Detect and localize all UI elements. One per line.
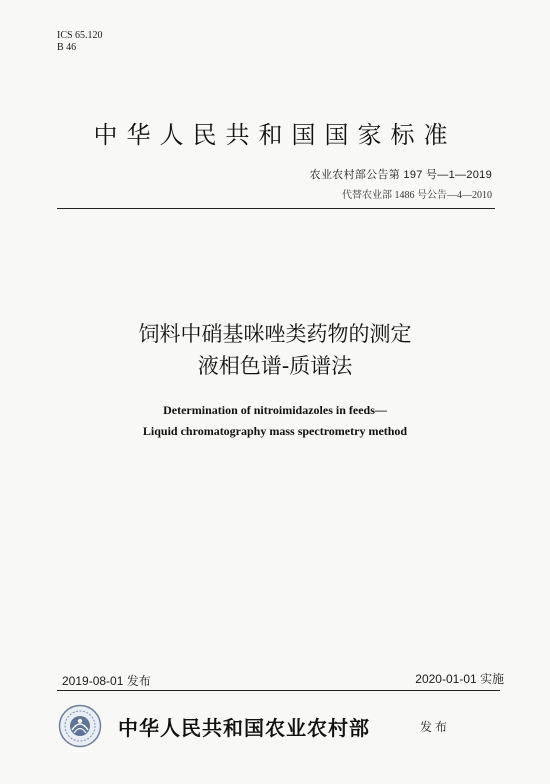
standard-type-title: 中华人民共和国国家标准 [93,121,457,149]
ccs-code: B 46 [57,42,77,53]
standard-number: 农业农村部公告第 197 号—1—2019 [309,169,492,181]
replaces-standard: 代替农业部 1486 号公告—4—2010 [342,190,492,201]
top-divider [57,208,495,209]
publish-label: 发布 [420,720,451,734]
classification-codes [57,30,103,54]
english-title-line1: Determination of nitroimidazoles in feeds— [163,403,387,417]
english-title [0,400,550,442]
chinese-title [0,318,550,382]
ministry-name: 中华人民共和国农业农村部 [118,716,370,740]
chinese-title-line1: 饲料中硝基咪唑类药物的测定 [138,322,412,346]
implementation-date: 2020-01-01 实施 [415,672,504,686]
english-title-line2: Liquid chromatography mass spectrometry method [142,424,408,438]
issue-date: 2019-08-01 发布 [62,674,151,688]
chinese-title-line2: 液相色谱-质谱法 [197,354,353,378]
ics-code: ICS 65.120 [57,30,103,41]
bottom-divider [57,690,500,691]
ministry-emblem-icon [58,704,102,748]
